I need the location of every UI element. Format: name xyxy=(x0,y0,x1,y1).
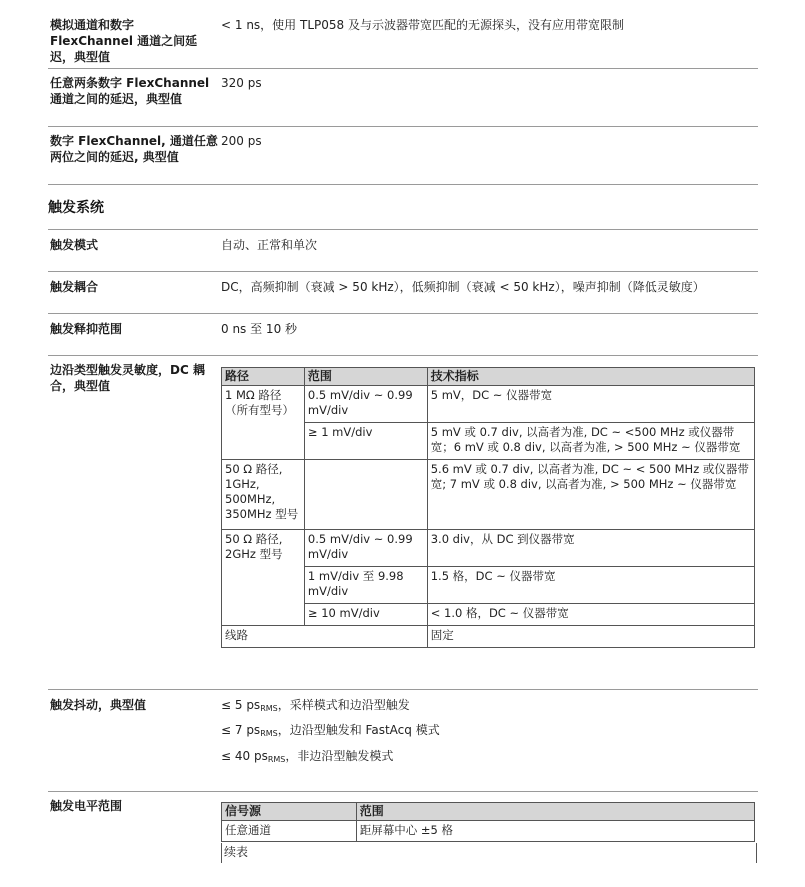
divider xyxy=(48,271,758,272)
cell-range: 0.5 mV/div ~ 0.99 mV/div xyxy=(304,386,427,423)
label-digital-any-delay: 数字 FlexChannel, 通道任意两位之间的延迟, 典型值 xyxy=(50,134,218,164)
jitter-value: ≤ 7 ps xyxy=(221,723,261,737)
trigger-level-table xyxy=(221,802,755,842)
cell-range xyxy=(304,460,427,530)
divider xyxy=(48,184,758,185)
label-trigger-jitter: 触发抖动，典型值 xyxy=(50,698,147,712)
label-trigger-holdoff: 触发释抑范围 xyxy=(50,322,123,336)
cell-source: 任意通道 xyxy=(222,821,357,842)
divider xyxy=(48,355,758,356)
value-digital-any-delay: 200 ps xyxy=(221,134,262,148)
section-title: 触发系统 xyxy=(48,200,104,216)
header-range: 范围 xyxy=(304,368,427,386)
cell-spec: 1.5 格，DC ~ 仪器带宽 xyxy=(427,567,754,604)
value-trigger-holdoff: 0 ns 至 10 秒 xyxy=(221,322,298,336)
cell-range: 1 mV/div 至 9.98 mV/div xyxy=(304,567,427,604)
cell-spec: 5 mV，DC ~ 仪器带宽 xyxy=(427,386,754,423)
header-range: 范围 xyxy=(356,803,754,821)
rms-subscript: RMS xyxy=(260,704,278,713)
header-path: 路径 xyxy=(222,368,305,386)
value-trigger-modes: 自动、正常和单次 xyxy=(221,238,318,252)
jitter-line-3 xyxy=(221,748,393,768)
cell-spec: 固定 xyxy=(427,626,754,648)
table-row xyxy=(222,386,755,423)
cell-range: ≥ 10 mV/div xyxy=(304,604,427,626)
divider xyxy=(48,791,758,792)
jitter-text: ，边沿型触发和 FastAcq 模式 xyxy=(277,723,440,737)
value-trigger-coupling: DC，高频抑制（衰减 > 50 kHz），低频抑制（衰减 < 50 kHz），噪声抑制（降低灵敏度） xyxy=(221,280,705,294)
table-header-row xyxy=(222,368,755,386)
cell-path: 线路 xyxy=(222,626,428,648)
divider xyxy=(48,126,758,127)
label-analog-digital-delay: 模拟通道和数字 FlexChannel 通道之间延迟，典型值 xyxy=(50,18,198,64)
value-analog-digital-delay: < 1 ns，使用 TLP058 及与示波器带宽匹配的无源探头，没有应用带宽限制 xyxy=(221,18,624,32)
header-spec: 技术指标 xyxy=(427,368,754,386)
table-row xyxy=(222,626,755,648)
rms-subscript: RMS xyxy=(267,755,286,764)
label-trigger-modes: 触发模式 xyxy=(50,238,99,252)
divider xyxy=(48,313,758,314)
label-trigger-level: 触发电平范围 xyxy=(50,799,123,813)
divider xyxy=(48,689,758,690)
jitter-text: ，非边沿型触发模式 xyxy=(285,749,394,763)
cell-spec: < 1.0 格，DC ~ 仪器带宽 xyxy=(427,604,754,626)
value-any-two-digital-delay: 320 ps xyxy=(221,76,262,90)
edge-sensitivity-table xyxy=(221,367,755,648)
table-header-row xyxy=(222,803,755,821)
rms-subscript: RMS xyxy=(260,729,278,738)
table-row xyxy=(222,821,755,842)
divider xyxy=(48,68,758,69)
cell-spec: 5.6 mV 或 0.7 div, 以高者为准, DC ~ < 500 MHz 或仪器带宽; 7 mV 或 0.8 div, 以高者为准, > 500 MHz ~ 仪器带宽 xyxy=(427,460,754,530)
cell-range: ≥ 1 mV/div xyxy=(304,423,427,460)
cell-path: 1 MΩ 路径（所有型号） xyxy=(222,386,305,460)
cell-path: 50 Ω 路径, 1GHz, 500MHz, 350MHz 型号 xyxy=(222,460,305,530)
cell-range: 距屏幕中心 ±5 格 xyxy=(356,821,754,842)
cell-spec: 5 mV 或 0.7 div, 以高者为准, DC ~ <500 MHz 或仪器带宽；6 mV 或 0.8 div, 以高者为准, > 500 MHz ~ 仪器带宽 xyxy=(427,423,754,460)
divider xyxy=(48,229,758,230)
table-row xyxy=(222,460,755,530)
jitter-line-2 xyxy=(221,722,440,742)
cell-range: 0.5 mV/div ~ 0.99 mV/div xyxy=(304,530,427,567)
header-source: 信号源 xyxy=(222,803,357,821)
label-any-two-digital-delay: 任意两条数字 FlexChannel 通道之间的延迟，典型值 xyxy=(50,76,210,106)
jitter-value: ≤ 40 ps xyxy=(221,749,268,763)
label-trigger-coupling: 触发耦合 xyxy=(50,280,99,294)
label-edge-sensitivity: 边沿类型触发灵敏度，DC 耦合，典型值 xyxy=(50,363,205,393)
cell-path: 50 Ω 路径, 2GHz 型号 xyxy=(222,530,305,626)
cell-spec: 3.0 div，从 DC 到仪器带宽 xyxy=(427,530,754,567)
jitter-line-1 xyxy=(221,697,410,717)
jitter-value: ≤ 5 ps xyxy=(221,698,261,712)
table-row xyxy=(222,530,755,567)
jitter-text: ，采样模式和边沿型触发 xyxy=(277,698,410,712)
continued-note: 续表 xyxy=(221,843,757,863)
